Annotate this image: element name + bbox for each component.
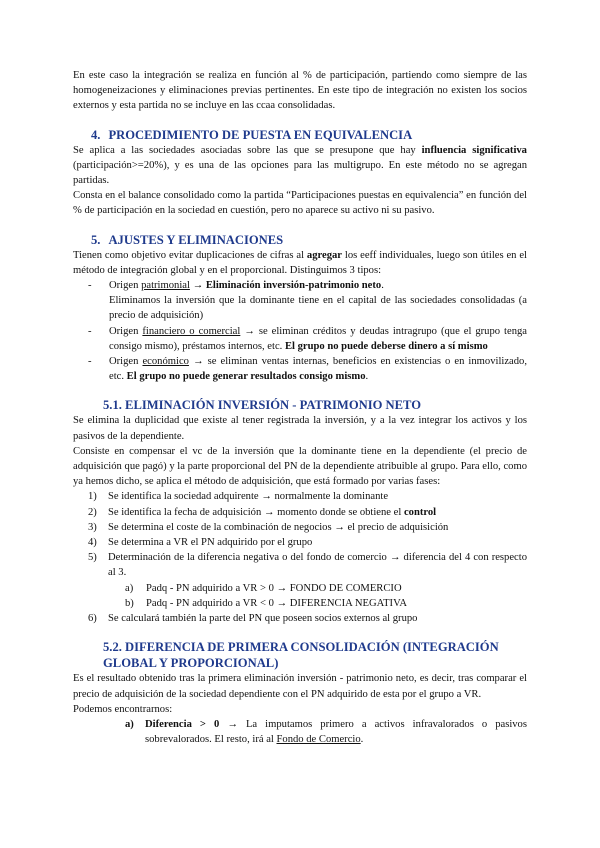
list-marker: 3) bbox=[88, 521, 97, 533]
text-run: Se identifica la sociedad adquirente → normalmente la dominante bbox=[108, 491, 389, 503]
text-run: Origen bbox=[109, 356, 143, 368]
text-run: Se determina a VR el PN adquirido por el grupo bbox=[108, 537, 313, 549]
text-run: Origen bbox=[109, 280, 142, 292]
text-run: Determinación de la diferencia negativa o del fondo de comercio → diferencia del 4 con respecto al 3. bbox=[108, 552, 527, 579]
list-marker: a) bbox=[125, 718, 134, 730]
text-run: → se eliminan ventas internas, beneficios en existencias o en inmovilizado, etc. bbox=[109, 356, 527, 383]
list-item bbox=[73, 581, 527, 596]
list-marker: a) bbox=[125, 582, 134, 594]
text-run: → bbox=[189, 280, 206, 292]
list-item bbox=[73, 596, 527, 611]
bold-term: El grupo no puede generar resultados consigo mismo bbox=[126, 371, 366, 383]
section-5-1-heading: 5.1. ELIMINACIÓN INVERSIÓN - PATRIMONIO NETO bbox=[103, 398, 422, 413]
section-5-1-paragraph-2: Consiste en compensar el vc de la inversión que la dominante tiene en la dependiente (el precio de adquisición que pagó) y la parte proporcional del PN de la dependiente atribuible al grupo. Para ello, como ya hemos dicho, se aplica el método de adquisición, que está formado por varias fases: bbox=[73, 445, 527, 488]
section-4-paragraph-1 bbox=[73, 143, 527, 189]
text-run: Se calculará también la parte del PN que poseen socios externos al grupo bbox=[108, 613, 418, 625]
bold-term: Eliminación inversión-patrimonio neto bbox=[205, 280, 382, 292]
list-item bbox=[73, 505, 527, 520]
section-5-1-paragraph-1: Se elimina la duplicidad que existe al tener registrada la inversión, y a la vez integrar los activos y los pasivos de la dependiente. bbox=[73, 415, 527, 442]
underlined-term: financiero o comercial bbox=[142, 325, 241, 337]
section-5-2-heading: 5.2. DIFERENCIA DE PRIMERA CONSOLIDACIÓN (INTEGRACIÓN GLOBAL Y PROPORCIONAL) bbox=[103, 640, 499, 671]
section-5-number: 5. bbox=[91, 232, 101, 247]
text-run: Se aplica a las sociedades asociadas sobre las que se presupone que hay bbox=[73, 144, 422, 156]
section-5-intro bbox=[73, 248, 527, 278]
dash-bullet: - bbox=[88, 280, 92, 292]
difference-positive-item bbox=[73, 717, 527, 747]
text-run: Se identifica la fecha de adquisición → momento donde se obtiene el bbox=[108, 506, 404, 518]
section-5-2-paragraph-2: Podemos encontrarnos: bbox=[73, 703, 173, 715]
list-item bbox=[73, 324, 527, 354]
text-run: Padq - PN adquirido a VR > 0 → FONDO DE COMERCIO bbox=[146, 582, 402, 594]
document-page bbox=[73, 68, 527, 747]
text-run: (participación>=20%), y es una de las opciones para las multigrupo. En este método no se agregan partidas. bbox=[73, 159, 527, 187]
text-run: . bbox=[360, 734, 364, 746]
list-marker: b) bbox=[125, 597, 134, 609]
list-item bbox=[73, 535, 527, 550]
list-item bbox=[73, 489, 527, 504]
section-5-heading bbox=[73, 232, 527, 248]
text-run: . bbox=[381, 280, 384, 292]
underlined-term: económico bbox=[142, 356, 189, 368]
section-4-heading bbox=[73, 127, 527, 143]
list-item bbox=[73, 278, 527, 324]
list-item bbox=[73, 354, 527, 384]
list-marker: 2) bbox=[88, 506, 97, 518]
dash-bullet: - bbox=[88, 356, 92, 368]
list-marker: 1) bbox=[88, 491, 97, 503]
section-5-title: AJUSTES Y ELIMINACIONES bbox=[108, 232, 284, 247]
text-run: → se eliminan créditos y deudas intragrupo (que el grupo tenga consigo mismo), préstamos internos, etc. bbox=[109, 325, 527, 352]
bold-term: control bbox=[403, 506, 437, 518]
goodwill-cases-list bbox=[73, 581, 527, 611]
adjustment-types-list bbox=[73, 278, 527, 384]
list-marker: 6) bbox=[88, 613, 97, 625]
bold-term: El grupo no puede deberse dinero a sí mismo bbox=[284, 340, 488, 352]
bold-term: influencia significativa bbox=[421, 144, 527, 156]
section-4-paragraph-2: Consta en el balance consolidado como la partida “Participaciones puestas en equivalencia” en función del % de participación en la sociedad en cuestión, pero no aparece su activo ni su pasivo. bbox=[73, 190, 527, 217]
dash-bullet: - bbox=[88, 325, 92, 337]
text-run: Tienen como objetivo evitar duplicaciones de cifras al bbox=[73, 249, 307, 261]
bold-term: Diferencia > 0 bbox=[145, 718, 220, 730]
section-4-title: PROCEDIMIENTO DE PUESTA EN EQUIVALENCIA bbox=[108, 127, 413, 142]
section-4-number: 4. bbox=[91, 127, 101, 142]
text-run: Eliminamos la inversión que la dominante tiene en el capital de las sociedades consolidadas (a precio de adquisición) bbox=[109, 295, 527, 322]
underlined-term: Fondo de Comercio bbox=[276, 734, 361, 746]
acquisition-steps-list bbox=[73, 489, 527, 580]
text-run: los eeff individuales, luego son útiles en el método de integración global y en el proporcional. Distinguimos 3 tipos: bbox=[73, 249, 527, 276]
list-marker: 4) bbox=[88, 537, 97, 549]
text-run: . bbox=[365, 371, 369, 383]
bold-term: agregar bbox=[306, 249, 343, 261]
text-run: Se determina el coste de la combinación de negocios → el precio de adquisición bbox=[108, 521, 449, 533]
list-item bbox=[73, 520, 527, 535]
text-run: → La imputamos primero a activos infravalorados o pasivos sobrevalorados. El resto, irá al bbox=[145, 718, 527, 746]
list-marker: 5) bbox=[88, 552, 97, 564]
underlined-term: patrimonial bbox=[141, 280, 190, 292]
list-item bbox=[73, 611, 527, 626]
text-run: Origen bbox=[109, 325, 143, 337]
acquisition-steps-list-continued bbox=[73, 611, 527, 626]
section-5-2-paragraph-1: Es el resultado obtenido tras la primera eliminación inversión - patrimonio neto, es decir, tras comparar el precio de adquisición de la sociedad dependiente con el PN adquirido de esta por el grupo a VR. bbox=[73, 673, 527, 700]
text-run: Padq - PN adquirido a VR < 0 → DIFERENCIA NEGATIVA bbox=[146, 597, 408, 609]
intro-paragraph: En este caso la integración se realiza en función al % de participación, partiendo como siempre de las homogeneizaciones y eliminaciones previas pertinentes. En este tipo de integración no existen los socios externos y esta partida no se incluye en las ccaa consolidadas. bbox=[73, 70, 527, 112]
list-item bbox=[73, 550, 527, 580]
